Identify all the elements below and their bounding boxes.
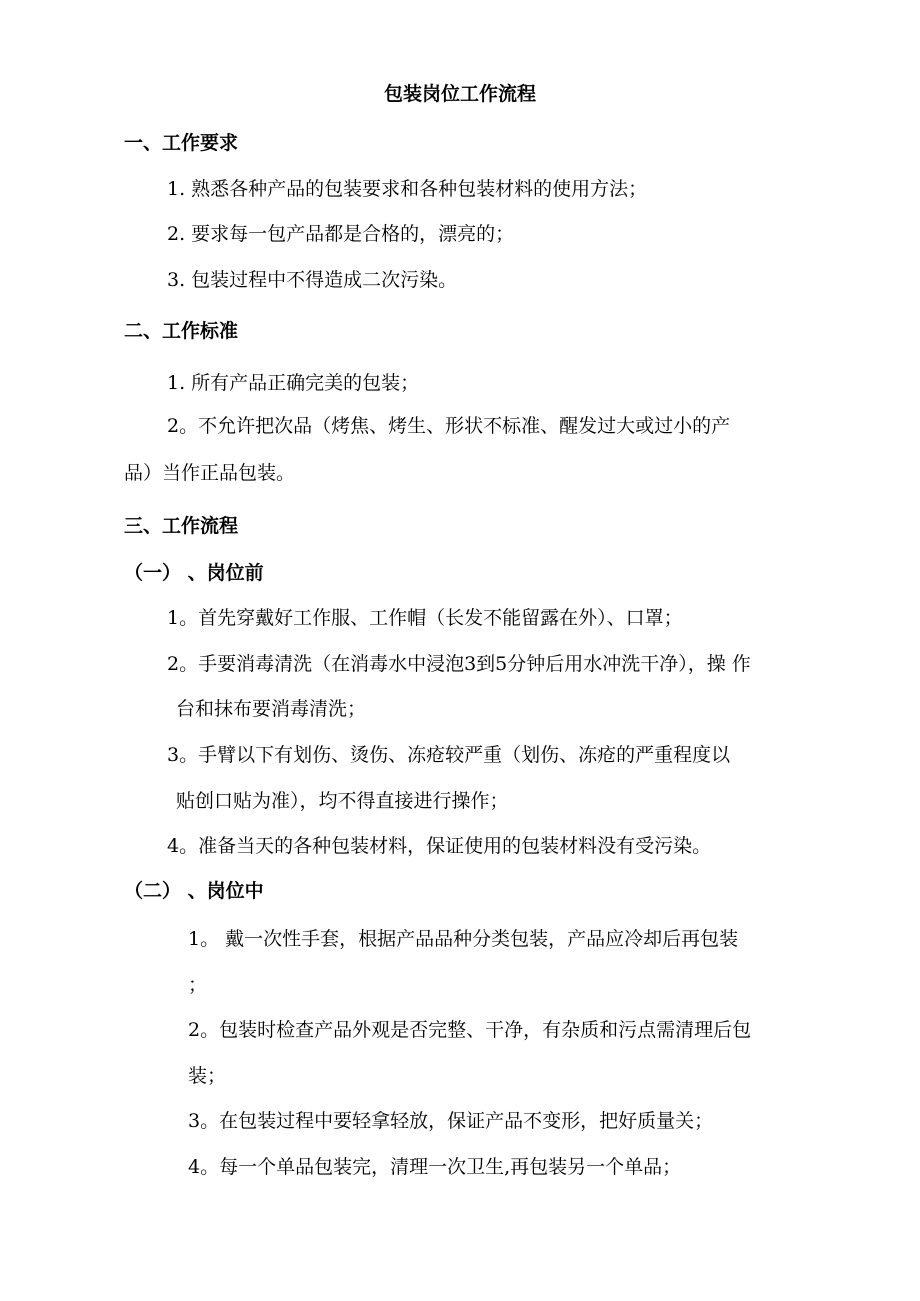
standard-item-2-cont: 品）当作正品包装。 [124,462,296,484]
section-heading-requirements: 一、工作要求 [124,132,239,154]
during-shift-line-1: 1。 戴一次性手套，根据产品品种分类包装，产品应冷却后再包装 [188,928,739,950]
during-shift-line-3: 2。包装时检查产品外观是否完整、干净，有杂质和污点需清理后包 [188,1019,752,1041]
subsection-heading-during-shift: （二） 、岗位中 [124,880,264,902]
during-shift-line-5: 3。在包装过程中要轻拿轻放，保证产品不变形，把好质量关； [188,1110,714,1132]
during-shift-line-6: 4。每一个单品包装完，清理一次卫生,再包装另一个单品； [188,1156,682,1178]
section-heading-workflow: 三、工作流程 [124,515,239,537]
before-shift-line-6: 4。准备当天的各种包装材料，保证使用的包装材料没有受污染。 [167,835,712,857]
subsection-heading-before-shift: （一） 、岗位前 [124,562,264,584]
requirement-item-1: 1. 熟悉各种产品的包装要求和各种包装材料的使用方法； [167,178,648,200]
before-shift-line-2: 2。手要消毒清洗（在消毒水中浸泡3到5分钟后用水冲洗干净），操 作 [167,653,751,675]
before-shift-line-5: 贴创口贴为准），均不得直接进行操作； [176,790,509,812]
section-heading-standards: 二、工作标准 [124,320,239,342]
requirement-item-3: 3. 包装过程中不得造成二次污染。 [167,269,458,291]
before-shift-line-3: 台和抹布要消毒清洗； [176,698,367,720]
standard-item-2: 2。不允许把次品（烤焦、烤生、形状不标准、醒发过大或过小的产 [167,415,731,437]
before-shift-line-1: 1。首先穿戴好工作服、工作帽（长发不能留露在外）、口罩； [167,607,683,629]
standard-item-1: 1. 所有产品正确完美的包装； [167,372,420,394]
document-title: 包装岗位工作流程 [383,83,536,105]
during-shift-line-2: ； [188,974,208,996]
during-shift-line-4: 装； [188,1065,227,1087]
requirement-item-2: 2. 要求每一包产品都是合格的，漂亮的； [167,223,515,245]
before-shift-line-4: 3。手臂以下有划伤、烫伤、冻疮较严重（划伤、冻疮的严重程度以 [167,744,731,766]
